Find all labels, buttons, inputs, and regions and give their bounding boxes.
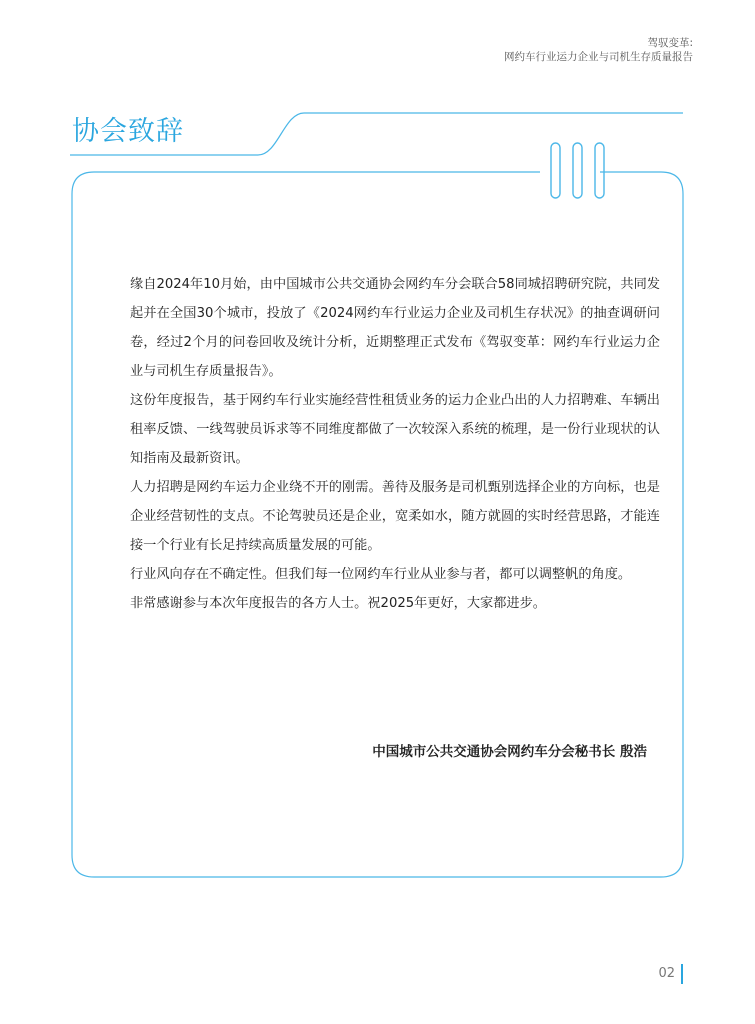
body-paragraph-5: 非常感谢参与本次年度报告的各方人士。祝2025年更好，大家都进步。 <box>130 596 546 611</box>
capsule-1 <box>551 143 560 198</box>
body-paragraph-1: 缘自2024年10月始，由中国城市公共交通协会网约车分会联合58同城招聘研究院，共同发起并在全国30个城市，投放了《2024网约车行业运力企业及司机生存状况》的抽查调研问卷，经过2个月的问卷回收及统计分析，近期整理正式发布《驾驭变革：网约车行业运力企业与司机生存质量报告》。 <box>130 277 660 379</box>
body-paragraph-4: 行业风向存在不确定性。但我们每一位网约车行业从业参与者，都可以调整帆的角度。 <box>130 567 632 582</box>
address-body <box>130 270 660 618</box>
report-header-line-1: 驾驭变革: <box>647 37 693 49</box>
report-header <box>504 36 693 64</box>
section-title: 协会致辞 <box>72 116 184 147</box>
report-header-line-2: 网约车行业运力企业与司机生存质量报告 <box>504 51 693 63</box>
capsule-3 <box>595 143 604 198</box>
body-paragraph-2: 这份年度报告，基于网约车行业实施经营性租赁业务的运力企业凸出的人力招聘难、车辆出租率反馈、一线驾驶员诉求等不同维度都做了一次较深入系统的梳理，是一份行业现状的认知指南及最新资讯。 <box>130 393 660 466</box>
page-number: 02 <box>658 964 683 984</box>
capsule-2 <box>573 143 582 198</box>
signature: 中国城市公共交通协会网约车分会秘书长 殷浩 <box>372 744 647 760</box>
body-paragraph-3: 人力招聘是网约车运力企业绕不开的刚需。善待及服务是司机甄别选择企业的方向标，也是企业经营韧性的支点。不论驾驶员还是企业，宽柔如水，随方就圆的实时经营思路，才能连接一个行业有长足持续高质量发展的可能。 <box>130 480 660 553</box>
capsule-ornament <box>551 143 604 198</box>
